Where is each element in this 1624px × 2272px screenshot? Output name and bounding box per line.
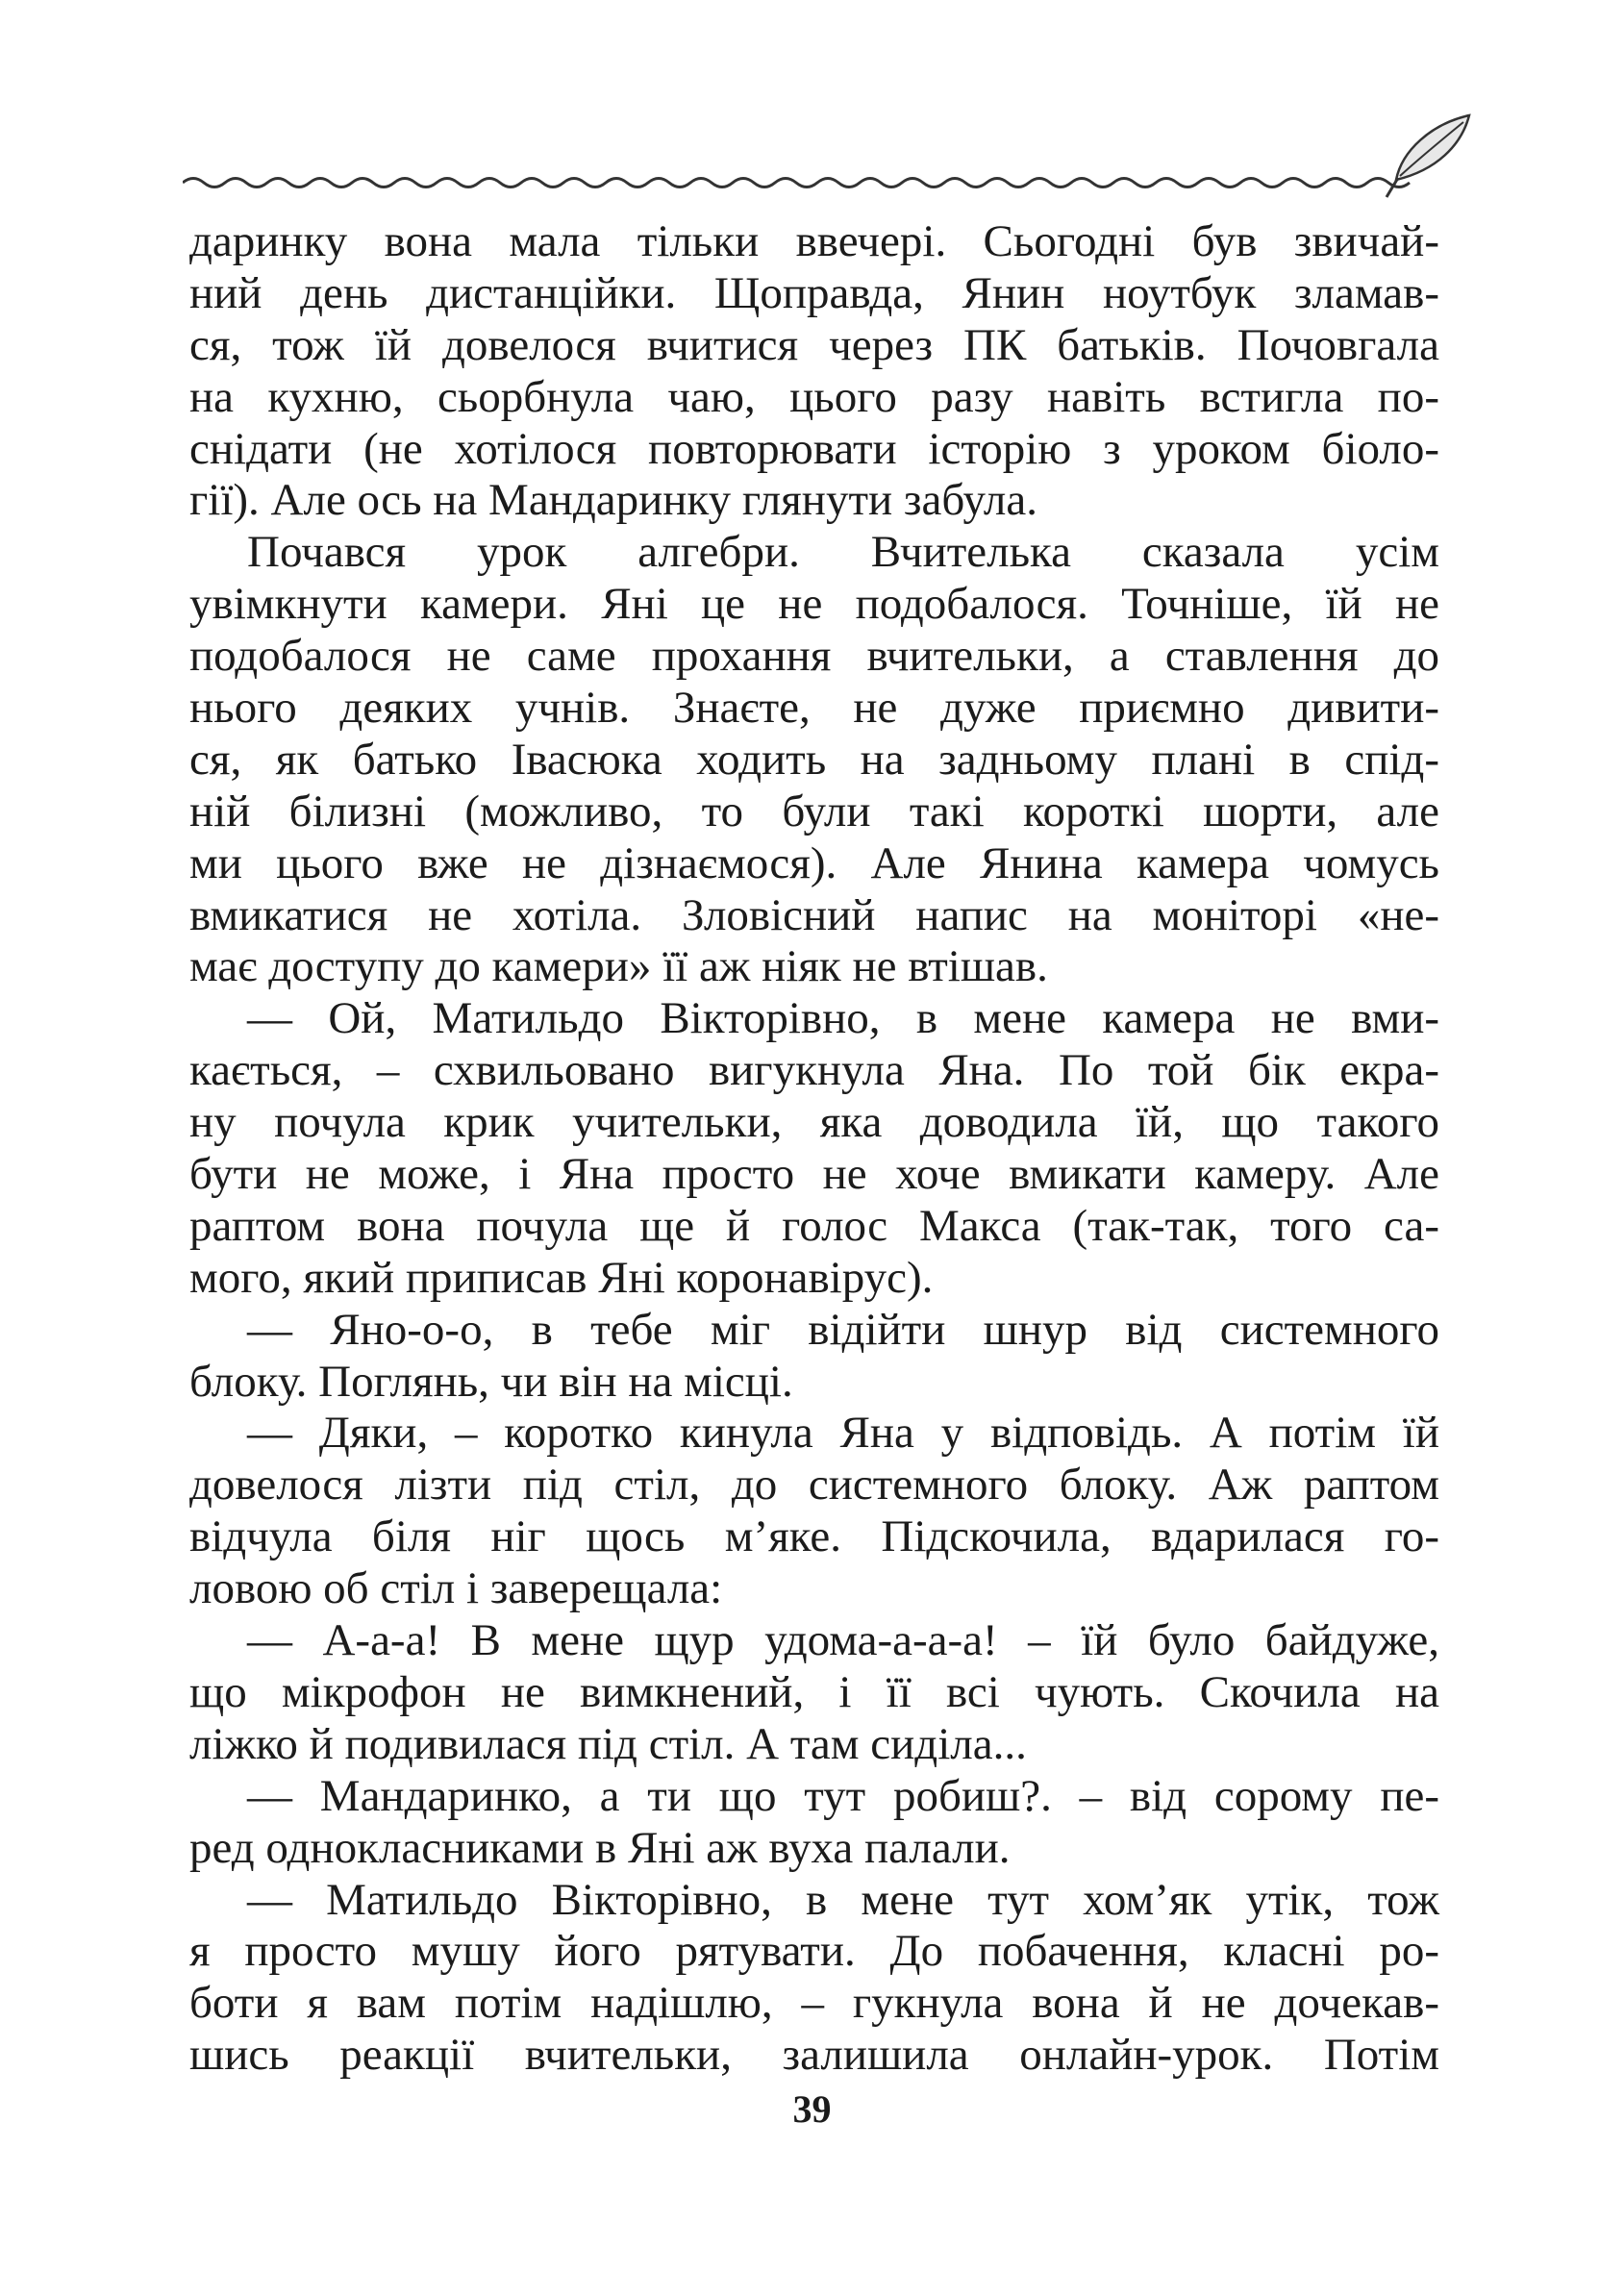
text-line: блоку. Поглянь, чи він на місці. [189,1356,793,1407]
text-line: даринку вона мала тільки ввечері. Сьогодні був звичай- [189,216,1439,266]
text-line: ний день дистанційки. Щоправда, Янин ноутбук зламав- [189,267,1439,318]
quill-icon [1387,115,1469,197]
text-line: — Мандаринко, а ти що тут робиш?. – від сорому пе- [247,1770,1439,1821]
text-line: шись реакції вчительки, залишила онлайн-урок. Потім [189,2030,1439,2081]
text-line: мого, який приписав Яні коронавірус). [189,1252,934,1303]
text-line: раптом вона почула ще й голос Макса (так-так, того са- [189,1200,1439,1251]
text-line: бути не може, і Яна просто не хоче вмикати камеру. Але [189,1149,1439,1200]
text-line: ній білизні (можливо, то були такі короткі шорти, але [189,786,1439,836]
text-line: ловою об стіл і заверещала: [189,1563,723,1614]
text-line: ся, тож їй довелося вчитися через ПК батьків. Почовгала [189,319,1439,370]
text-line: — Ой, Матильдо Вікторівно, в мене камера не вми- [247,993,1439,1044]
wavy-line [183,179,1410,187]
text-line: відчула біля ніг щось м’яке. Підскочила, вдарилася го- [189,1511,1439,1562]
text-line: має доступу до камери» її аж ніяк не втішав. [189,941,1048,992]
text-line: увімкнути камери. Яні це не подобалося. Точніше, їй не [189,579,1439,630]
body-text [189,216,1439,2082]
text-line: ліжко й подивилася під стіл. А там сиділа... [189,1718,1027,1769]
wavy-line-quill-ornament [183,111,1471,207]
text-line: — Яно-о-о, в тебе міг відійти шнур від системного [247,1304,1439,1355]
text-line: снідати (не хотілося повторювати історію з уроком біоло- [189,423,1439,474]
text-line: Почався урок алгебри. Вчителька сказала усім [247,527,1439,578]
text-line: ми цього вже не дізнаємося). Але Янина камера чомусь [189,837,1439,888]
text-line: на кухню, сьорбнула чаю, цього разу навіть встигла по- [189,371,1439,422]
text-line: гії). Але ось на Мандаринку глянути забула. [189,475,1037,526]
text-line: довелося лізти під стіл, до системного блоку. Аж раптом [189,1460,1439,1511]
text-line: що мікрофон не вимкнений, і її всі чують. Скочила на [189,1666,1439,1717]
text-line: ред однокласниками в Яні аж вуха палали. [189,1822,1011,1873]
text-line: кається, – схвильовано вигукнула Яна. По той бік екра- [189,1045,1439,1096]
text-line: подобалося не саме прохання вчительки, а ставлення до [189,631,1439,682]
text-line: нього деяких учнів. Знаєте, не дуже приємно дивити- [189,683,1439,734]
text-line: — А-а-а! В мене щур удома-а-а-а! – їй було байдуже, [247,1615,1439,1666]
text-line: — Матильдо Вікторівно, в мене тут хом’як утік, тож [247,1874,1439,1925]
text-line: — Дяки, – коротко кинула Яна у відповідь. А потім їй [247,1408,1439,1459]
page-number: 39 [792,2087,832,2131]
text-line: вмикатися не хотіла. Зловісний напис на моніторі «не- [189,889,1439,940]
text-line: ся, як батько Івасюка ходить на задньому плані в спід- [189,734,1439,785]
text-line: я просто мушу його рятувати. До побачення, класні ро- [189,1926,1439,1977]
text-line: ну почула крик учительки, яка доводила їй, що такого [189,1097,1439,1148]
text-line: боти я вам потім надішлю, – гукнула вона й не дочекав- [189,1978,1439,2029]
